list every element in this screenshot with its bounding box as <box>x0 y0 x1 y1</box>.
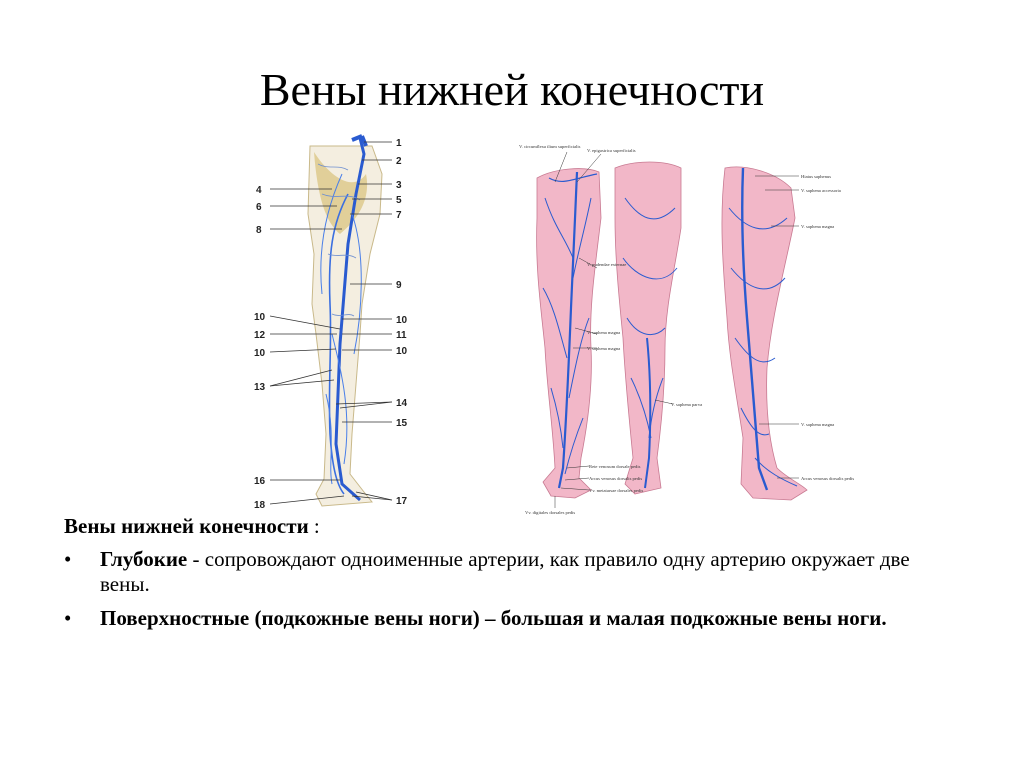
right-callout-numbers <box>396 138 408 507</box>
bullet-item-deep-desc: - сопровождают одноименные артерии, как правило одну артерию окружает две вены. <box>100 547 910 596</box>
slide-body <box>64 514 964 640</box>
latin-label-12: V. saphena accessoria <box>801 188 841 193</box>
callout-right-7: 10 <box>396 315 408 326</box>
latin-label-6: V. saphena parva <box>671 402 703 407</box>
callout-left-2: 6 <box>256 202 262 213</box>
callout-right-12: 17 <box>396 496 408 507</box>
latin-label-15: Arcus venosus dorsalis pedis <box>801 476 855 481</box>
latin-label-1: V. circumflexa ilium superficialis <box>519 144 581 149</box>
callout-right-9: 10 <box>396 346 408 357</box>
latin-label-11: Hiatus saphenus <box>801 174 831 179</box>
bullet-marker: • <box>64 606 72 630</box>
callout-right-1: 1 <box>396 138 402 149</box>
superficial-veins-illustration <box>515 138 855 522</box>
callout-left-8: 16 <box>254 476 266 487</box>
callout-left-6: 10 <box>254 348 266 359</box>
callout-right-4: 5 <box>396 195 402 206</box>
callout-right-10: 14 <box>396 398 408 409</box>
callout-right-5: 7 <box>396 210 402 221</box>
callout-left-3: 8 <box>256 225 262 236</box>
callout-left-7: 13 <box>254 382 266 393</box>
left-callout-numbers <box>254 185 266 511</box>
bullet-item-deep-term: Глубокие <box>100 547 188 571</box>
latin-label-9: Vv. metatarsae dorsales pedis <box>589 488 644 493</box>
bullet-item-superficial <box>64 606 964 631</box>
callout-right-11: 15 <box>396 418 408 429</box>
bullet-list <box>64 547 964 631</box>
latin-label-4: V. saphena magna <box>587 330 621 335</box>
body-heading-colon: : <box>308 514 320 538</box>
callout-right-8: 11 <box>396 330 407 341</box>
slide-title: Вены нижней конечности <box>259 64 765 115</box>
latin-label-13: V. saphena magna <box>801 224 835 229</box>
latin-label-8: Arcus venosus dorsalis pedis <box>589 476 643 481</box>
callout-right-3: 3 <box>396 180 402 191</box>
bullet-item-superficial-term: Поверхностные (подкожные вены ноги) – большая и малая подкожные вены ноги. <box>100 606 887 630</box>
callout-left-5: 12 <box>254 330 266 341</box>
latin-label-7: Rete venosum dorsale pedis <box>589 464 641 469</box>
callout-left-1: 4 <box>256 185 262 196</box>
latin-label-5: V. saphena magna <box>587 346 621 351</box>
body-heading-text: Вены нижней конечности <box>64 514 309 538</box>
body-heading <box>64 514 964 539</box>
leg-veins-numbered-diagram <box>232 134 432 514</box>
callout-right-6: 9 <box>396 280 402 291</box>
latin-label-3: V. pudendae externae <box>587 262 627 267</box>
callout-left-9: 18 <box>254 500 266 511</box>
bullet-marker: • <box>64 547 72 571</box>
bullet-item-deep <box>64 547 964 597</box>
latin-label-14: V. saphena magna <box>801 422 835 427</box>
latin-label-2: V. epigastrica superficialis <box>587 148 636 153</box>
callout-right-2: 2 <box>396 156 402 167</box>
callout-left-4: 10 <box>254 312 266 323</box>
latin-label-10: Vv. digitales dorsales pedis <box>525 510 576 515</box>
